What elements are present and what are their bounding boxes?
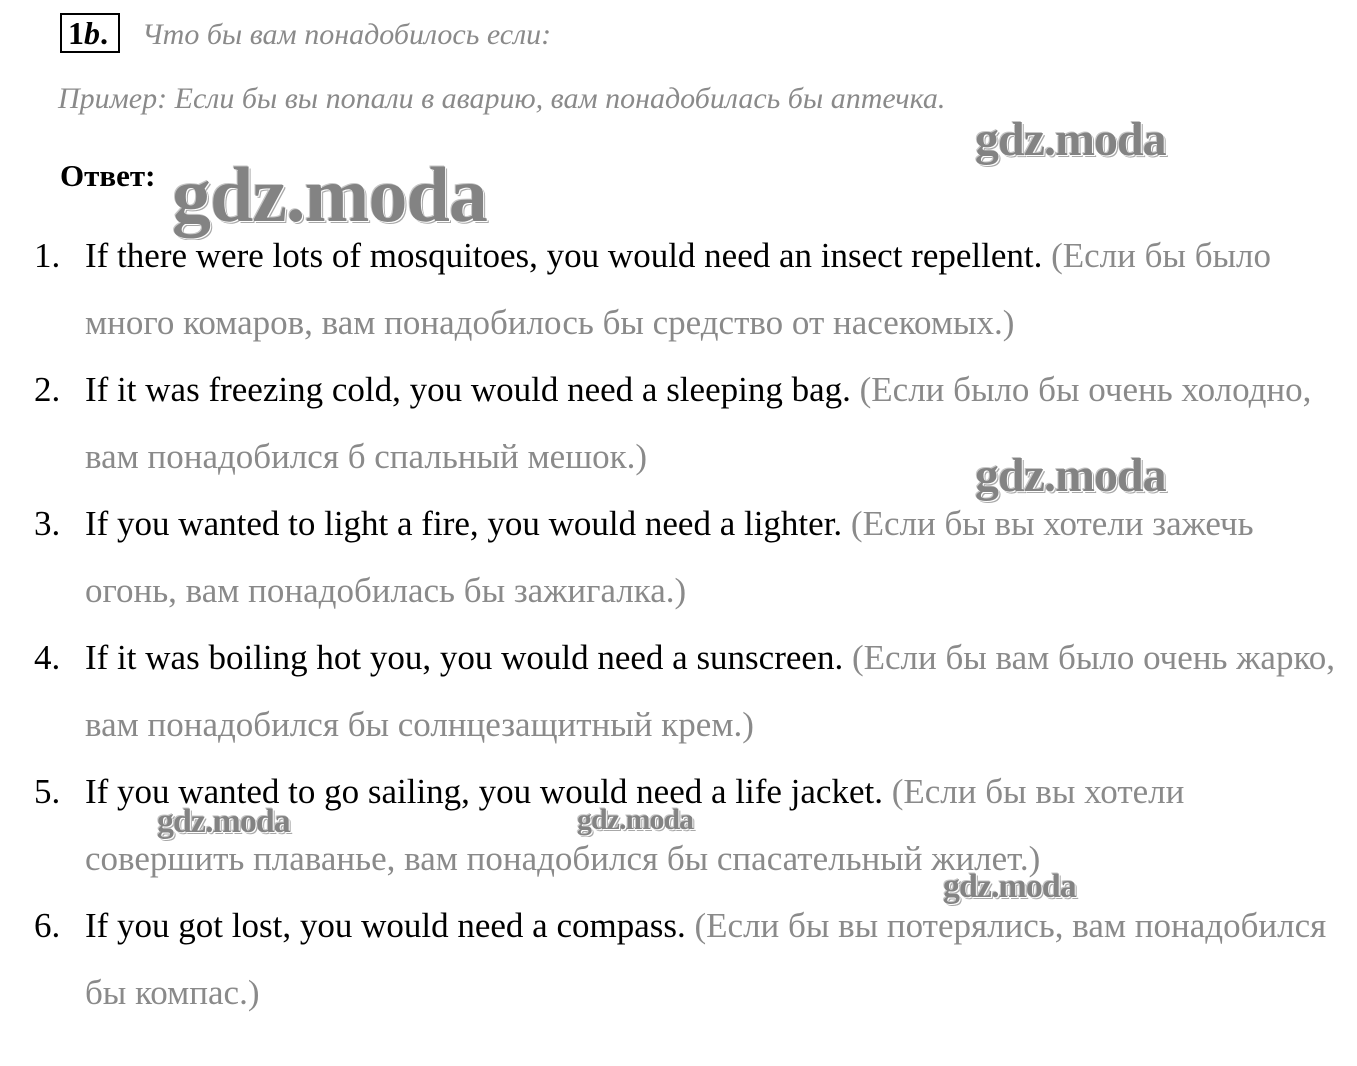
task-letter: b (84, 15, 100, 51)
task-number: 1 (68, 15, 84, 51)
answer-list (0, 222, 1357, 1026)
answer-number: 5. (34, 772, 61, 811)
watermark-logo: gdz.moda (975, 113, 1166, 166)
task-question: Что бы вам понадобилось если: (142, 18, 552, 51)
answer-number: 1. (34, 236, 61, 275)
answer-english: If you got lost, you would need a compass. (85, 906, 686, 945)
answer-number: 4. (34, 638, 61, 677)
answer-number: 2. (34, 370, 61, 409)
answer-text (85, 624, 1335, 758)
task-number-badge (60, 13, 120, 53)
watermark-logo: gdz.moda (577, 803, 694, 836)
answer-english: If you wanted to light a fire, you would need a lighter. (85, 504, 843, 543)
answer-text (85, 222, 1335, 356)
answer-russian: (Если бы вы хотели совершить плаванье, вам понадобился бы спасательный жилет.) (85, 772, 1185, 878)
task-dot: . (100, 15, 108, 51)
answer-item (0, 624, 1357, 758)
answer-text (85, 490, 1335, 624)
answer-russian: (Если бы вы хотели зажечь огонь, вам понадобилась бы зажигалка.) (85, 504, 1254, 610)
answer-russian: (Если бы вам было очень жарко, вам понадобился бы солнцезащитный крем.) (85, 638, 1335, 744)
answer-item (0, 490, 1357, 624)
answer-russian: (Если было бы очень холодно, вам понадобился б спальный мешок.) (85, 370, 1312, 476)
answer-item (0, 892, 1357, 1026)
answer-label: Ответ: (60, 158, 156, 193)
answer-english: If it was boiling hot you, you would need a sunscreen. (85, 638, 844, 677)
answer-english: If it was freezing cold, you would need a sleeping bag. (85, 370, 851, 409)
answer-number: 6. (34, 906, 61, 945)
answer-english: If you wanted to go sailing, you would need a life jacket. (85, 772, 883, 811)
watermark-logo: gdz.moda (943, 868, 1076, 905)
answer-russian: (Если бы вы потерялись, вам понадобился бы компас.) (85, 906, 1327, 1012)
answer-english: If there were lots of mosquitoes, you would need an insect repellent. (85, 236, 1043, 275)
answer-text (85, 892, 1335, 1026)
watermark-logo: gdz.moda (975, 449, 1166, 502)
answer-number: 3. (34, 504, 61, 543)
answer-russian: (Если бы было много комаров, вам понадобилось бы средство от насекомых.) (85, 236, 1271, 342)
answer-item (0, 222, 1357, 356)
watermark-logo: gdz.moda (172, 151, 487, 238)
example-sentence: Пример: Если бы вы попали в аварию, вам понадобилась бы аптечка. (58, 82, 946, 115)
watermark-logo: gdz.moda (157, 803, 290, 840)
